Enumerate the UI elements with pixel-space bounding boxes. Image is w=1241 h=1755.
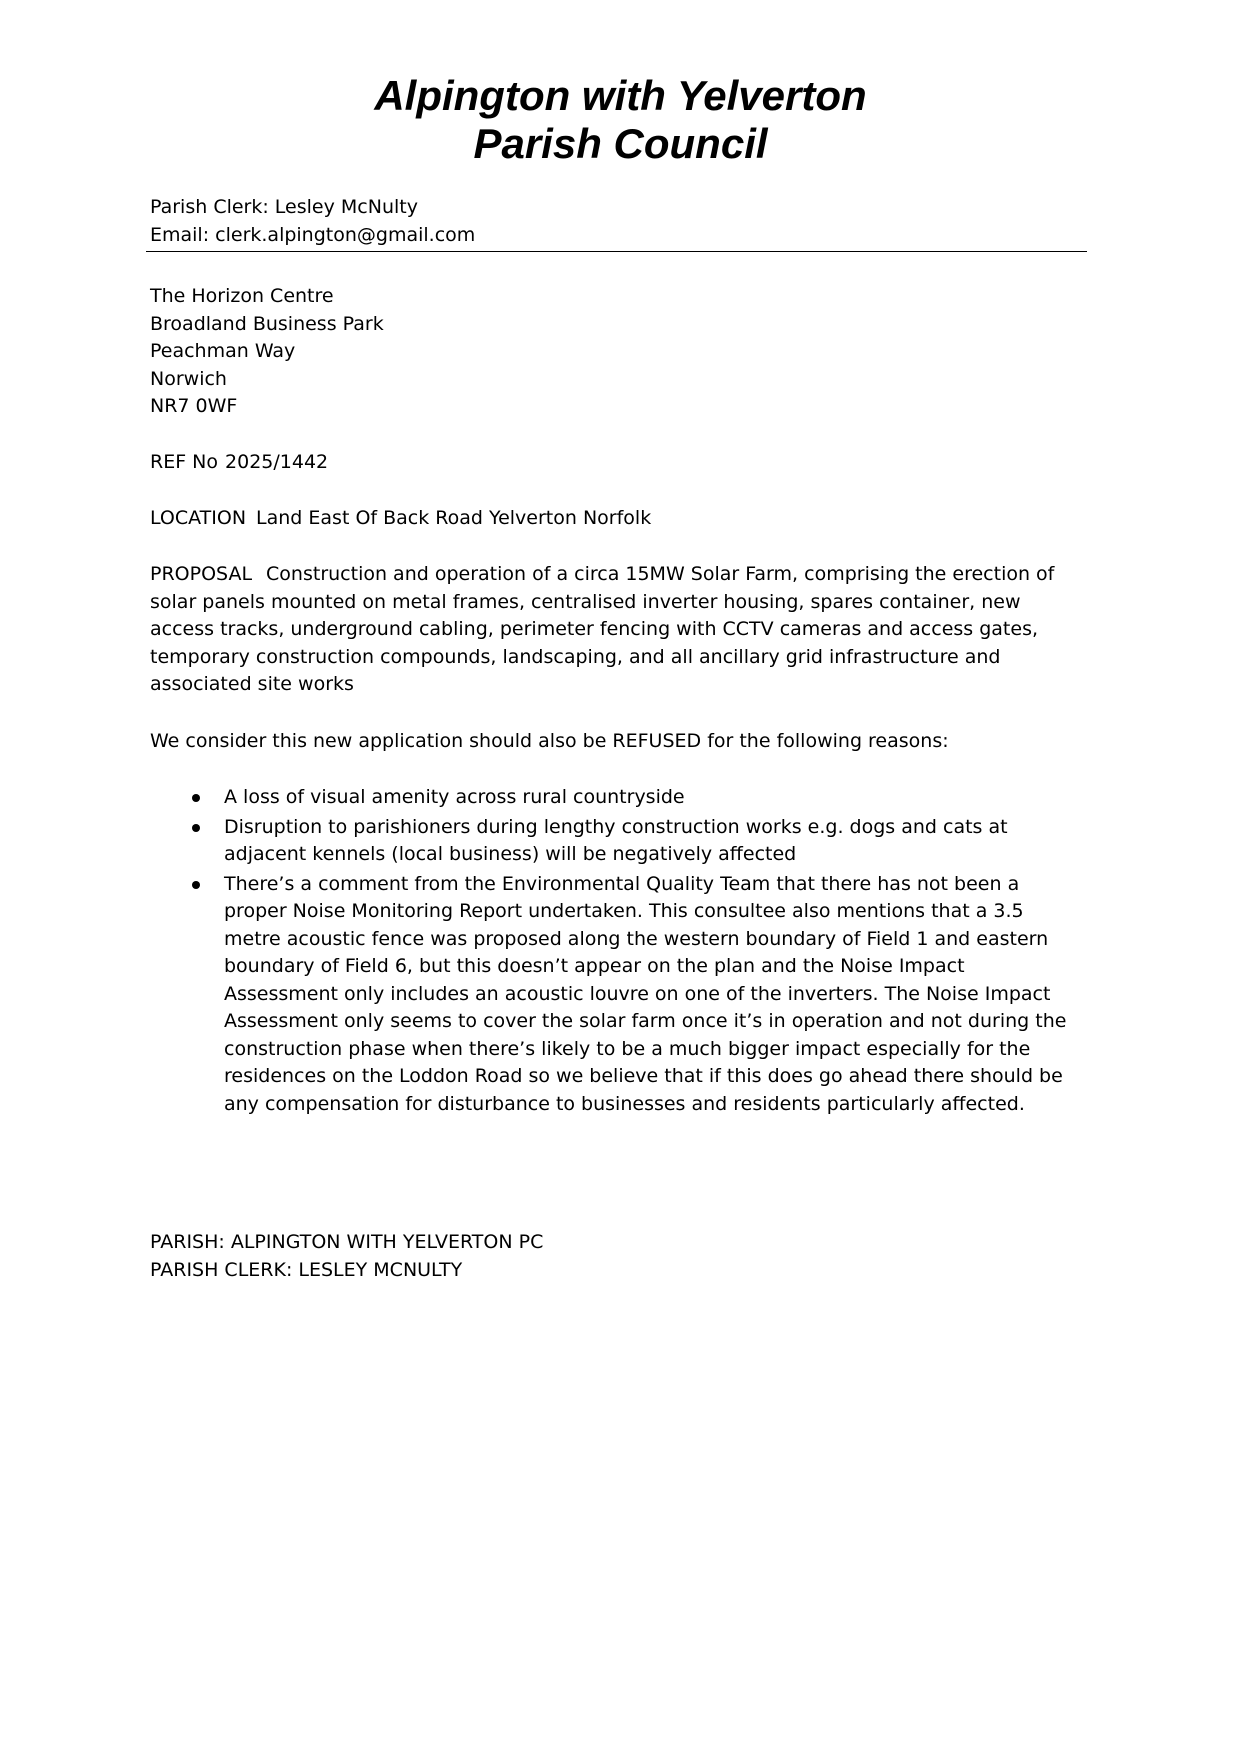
address-line: Broadland Business Park (150, 312, 384, 335)
refusal-reasons-list (150, 784, 1080, 1120)
list-item (150, 784, 1080, 812)
recipient-address (150, 283, 1080, 421)
reason-text: Disruption to parishioners during lengthy construction works e.g. dogs and cats at adjacent kennels (local business) will be negatively affected (224, 815, 1008, 865)
header-divider (146, 251, 1087, 252)
address-line: Peachman Way (150, 340, 296, 362)
letterhead-title (0, 72, 1241, 168)
reference-value: 2025/1442 (225, 451, 329, 473)
signoff-parish: PARISH: ALPINGTON WITH YELVERTON PC (150, 1231, 544, 1253)
location (150, 505, 1080, 533)
list-item (150, 871, 1080, 1119)
reason-text: A loss of visual amenity across rural countryside (224, 786, 685, 808)
address-line: NR7 0WF (150, 395, 238, 417)
bullet-icon (192, 881, 200, 889)
clerk-name: Parish Clerk: Lesley McNulty (150, 196, 418, 218)
signoff-clerk: PARISH CLERK: LESLEY MCNULTY (150, 1258, 463, 1281)
proposal-label: PROPOSAL (150, 563, 253, 585)
clerk-contact (150, 194, 1080, 249)
bullet-icon (192, 794, 200, 802)
title-line-2: Parish Council (473, 120, 768, 167)
proposal-value: Construction and operation of a circa 15MW Solar Farm, comprising the erection of solar panels mounted on metal frames, centralised inverter housing, spares container, new access tracks, underground cabling, perimeter fencing with CCTV cameras and access gates, temporary construction compounds, landscaping, and all ancillary grid infrastructure and associated site works (150, 563, 1055, 695)
clerk-email: Email: clerk.alpington@gmail.com (150, 223, 476, 246)
signoff (150, 1229, 1080, 1284)
location-label: LOCATION (150, 507, 247, 529)
address-line: The Horizon Centre (150, 285, 334, 307)
list-item (150, 814, 1080, 869)
refusal-intro: We consider this new application should also be REFUSED for the following reasons: (150, 730, 949, 752)
bullet-icon (192, 824, 200, 832)
title-line-1: Alpington with Yelverton (374, 72, 867, 119)
reason-text: There’s a comment from the Environmental Quality Team that there has not been a proper Noise Monitoring Report undertaken. This consultee also mentions that a 3.5 metre acoustic fence was proposed along the western boundary of Field 1 and eastern boundary of Field 6, but this doesn’t appear on the plan and the Noise Impact Assessment only includes an acoustic louvre on one of the inverters. The Noise Impact Assessment only seems to cover the solar farm once it’s in operation and not during the construction phase when there’s likely to be a much bigger impact especially for the residences on the Loddon Road so we believe that if this does go ahead there should be any compensation for disturbance to businesses and residents particularly affected. (224, 872, 1067, 1115)
proposal (150, 561, 1080, 699)
address-line: Norwich (150, 367, 227, 390)
location-value: Land East Of Back Road Yelverton Norfolk (256, 507, 652, 529)
reference-number (150, 449, 1080, 477)
reference-label: REF No (150, 451, 219, 473)
